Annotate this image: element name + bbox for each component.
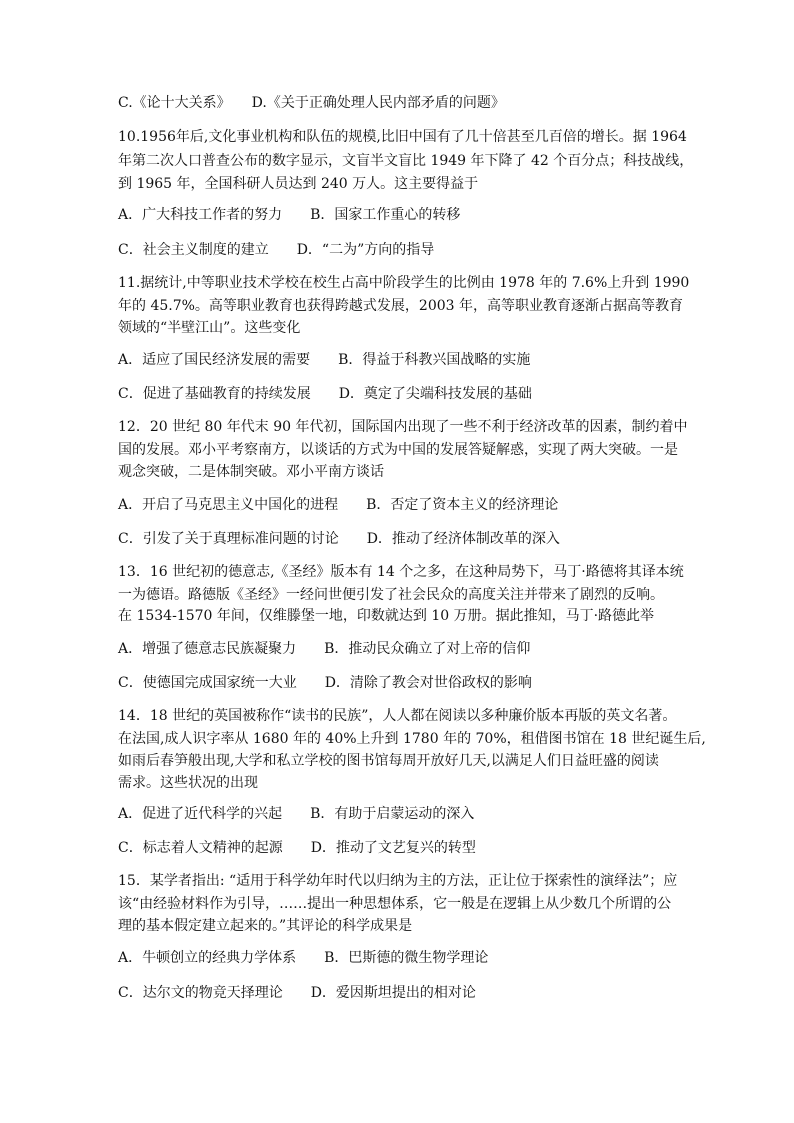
question-14-stem-line-3: 如雨后春笋般出现,大学和私立学校的图书馆每周开放好几天,以满足人们日益旺盛的阅读	[118, 753, 659, 769]
question-13-stem-line-1: 13．16 世纪初的德意志,《圣经》版本有 14 个之多，在这种局势下，马丁·路德将其译本统	[118, 564, 684, 580]
question-12-options-ab: A．开启了马克思主义中国化的进程 B．否定了资本主义的经济理论	[118, 497, 559, 513]
question-12-stem-line-3: 观念突破，二是体制突破。邓小平南方谈话	[118, 464, 384, 480]
question-11-stem-line-1: 11.据统计,中等职业技术学校在校生占高中阶段学生的比例由 1978 年的 7.6%上升到 1990	[118, 275, 690, 291]
question-11-options-cd: C．促进了基础教育的持续发展 D．奠定了尖端科技发展的基础	[118, 386, 532, 402]
question-13-options-ab: A．增强了德意志民族凝聚力 B．推动民众确立了对上帝的信仰	[118, 641, 531, 657]
question-10-stem-line-3: 到 1965 年，全国科研人员达到 240 万人。这主要得益于	[118, 176, 479, 192]
question-15-stem-line-1: 15．某学者指出: “适用于科学幼年时代以归纳为主的方法，正让位于探索性的演绎法”；应	[118, 873, 678, 889]
question-12-stem-line-1: 12．20 世纪 80 年代末 90 年代初，国际国内出现了一些不利于经济改革的因素，制约着中	[118, 419, 688, 435]
question-10-options-ab: A．广大科技工作者的努力 B．国家工作重心的转移	[118, 207, 461, 223]
question-15-options-cd: C．达尔文的物竞天择理论 D．爱因斯坦提出的相对论	[118, 985, 476, 1001]
question-14-stem-line-2: 在法国,成人识字率从 1680 年的 40%上升到 1780 年的 70%，租借图书馆在 18 世纪诞生后,	[118, 731, 706, 747]
question-15-stem-line-3: 理的基本假定建立起来的。”其评论的科学成果是	[118, 918, 413, 934]
question-10-options-cd: C．社会主义制度的建立 D．“二为”方向的指导	[118, 242, 435, 258]
question-15-stem-line-2: 该“由经验材料作为引导，……提出一种思想体系，它一般是在逻辑上从少数几个所谓的公	[118, 896, 672, 912]
question-14-options-ab: A．促进了近代科学的兴起 B．有助于启蒙运动的深入	[118, 806, 475, 822]
question-11-options-ab: A．适应了国民经济发展的需要 B．得益于科教兴国战略的实施	[118, 352, 531, 368]
option-line-q9-cd: C.《论十大关系》 D.《关于正确处理人民内部矛盾的问题》	[118, 95, 505, 111]
question-14-stem-line-1: 14．18 世纪的英国被称作“读书的民族”，人人都在阅读以多种廉价版本再版的英文名著。	[118, 708, 677, 724]
question-13-stem-line-3: 在 1534-1570 年间，仅维滕堡一地，印数就达到 10 万册。据此推知，马丁·路德此举	[118, 608, 655, 624]
question-10-stem-line-1: 10.1956年后,文化事业机构和队伍的规模,比旧中国有了几十倍甚至几百倍的增长。据 1964	[118, 129, 687, 145]
question-15-options-ab: A．牛顿创立的经典力学体系 B．巴斯德的微生物学理论	[118, 950, 489, 966]
question-10-stem-line-2: 年第二次人口普查公布的数字显示，文盲半文盲比 1949 年下降了 42 个百分点；科技战线，	[118, 153, 694, 169]
question-12-stem-line-2: 国的发展。邓小平考察南方，以谈话的方式为中国的发展答疑解惑，实现了两大突破。一是	[118, 442, 678, 458]
question-13-options-cd: C．使德国完成国家统一大业 D．清除了教会对世俗政权的影响	[118, 675, 532, 691]
question-14-options-cd: C．标志着人文精神的起源 D．推动了文艺复兴的转型	[118, 840, 476, 856]
question-12-options-cd: C．引发了关于真理标准问题的讨论 D．推动了经济体制改革的深入	[118, 531, 560, 547]
question-13-stem-line-2: 一为德语。路德版《圣经》一经问世便引发了社会民众的高度关注并带来了剧烈的反响。	[118, 587, 664, 603]
question-14-stem-line-4: 需求。这些状况的出现	[118, 775, 258, 791]
question-11-stem-line-2: 年的 45.7%。高等职业教育也获得跨越式发展，2003 年，高等职业教育逐渐占据高等教育	[118, 298, 684, 314]
question-11-stem-line-3: 领域的“半壁江山”。这些变化	[118, 320, 301, 336]
